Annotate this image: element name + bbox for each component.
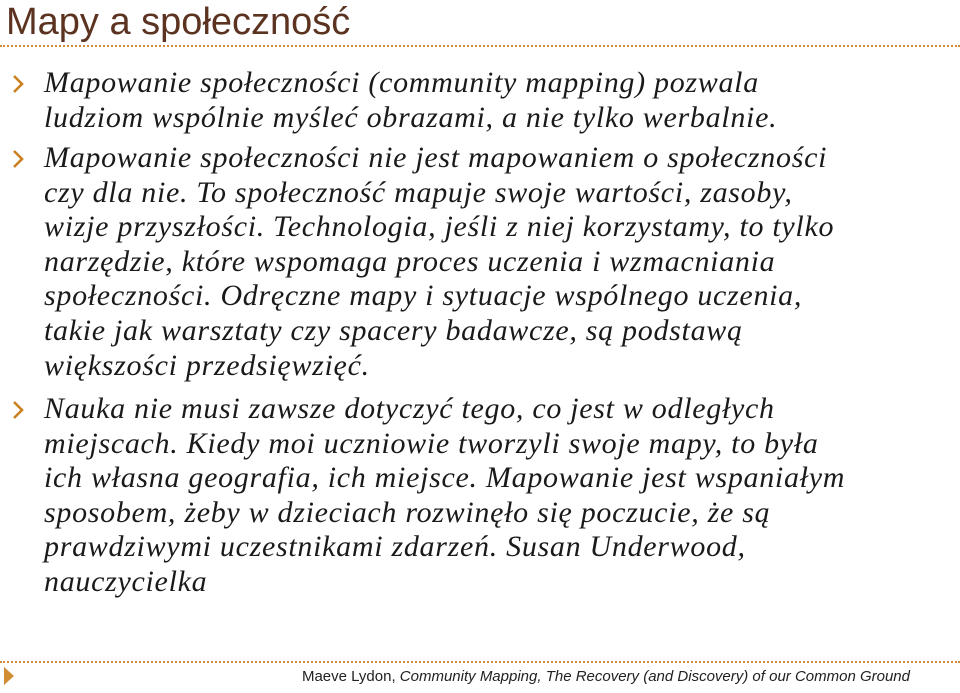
bullet-text: Mapowanie społeczności nie jest mapowaniem o społeczności czy dla nie. To społeczność mapuje swoje wartości, zasoby, wizje przyszłości. Technologia, jeśli z niej korzystamy, to tylko narzędzie, które wspomaga proces uczenia i wzmacniania społeczności. Odręczne mapy i sytuacje wspólnego uczenia, takie jak warsztaty czy spacery badawcze, są podstawą większości przedsięwzięć.: [44, 141, 835, 382]
bullet-arrow-icon: [12, 400, 24, 420]
footer-divider: [0, 661, 960, 663]
title-divider: [0, 45, 960, 47]
footer-citation: [302, 667, 910, 687]
bullet-arrow-icon: [12, 74, 24, 94]
footer-author: Maeve Lydon,: [301, 668, 396, 685]
footer-work-title: Community Mapping, The Recovery (and Discovery) of our Common Ground: [399, 668, 910, 685]
bullet-arrow-icon: [12, 149, 24, 169]
bullet-text: Nauka nie musi zawsze dotyczyć tego, co jest w odległych miejscach. Kiedy moi uczniowie tworzyli swoje mapy, to była ich własna geografia, ich miejsce. Mapowanie jest wspaniałym sposobem, żeby w dzieciach rozwinęło się poczucie, że są prawdziwymi uczestnikami zdarzeń. Susan Underwood, nauczycielka: [44, 392, 846, 598]
footer-arrow-icon: [2, 665, 16, 687]
slide-title: Mapy a społeczność: [6, 1, 351, 43]
bullet-text: Mapowanie społeczności (community mapping) pozwala ludziom wspólnie myśleć obrazami, a nie tylko werbalnie.: [44, 66, 778, 134]
